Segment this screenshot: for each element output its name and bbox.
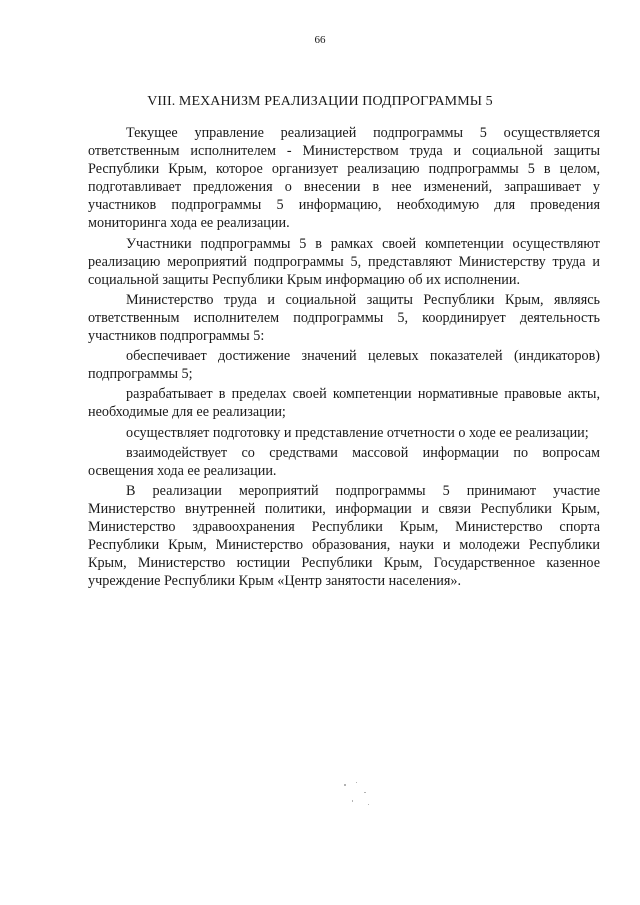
paragraph-current-management: Текущее управление реализацией подпрограммы 5 осуществляется ответственным исполнителем - Министерством труда и социальной защиты Республики Крым, которое организует реализацию подпрограммы 5 в целом, подготавливает предложения о внесении в нее изменений, запрашивает у участников подпрограммы 5 информацию, необходимую для проведения мониторинга хода ее реализации. [88, 125, 600, 232]
paragraph-media: взаимодействует со средствами массовой информации по вопросам освещения хода ее реализации. [88, 444, 600, 479]
body-text [88, 124, 600, 590]
paragraph-implementation-participants: В реализации мероприятий подпрограммы 5 принимают участие Министерство внутренней политики, информации и связи Республики Крым, Министерство здравоохранения Республики Крым, Министерство спорта Республики Крым, Министерство образования, науки и молодежи Республики Крым, Министерство юстиции Республики Крым, Государственное казенное учреждение Республики Крым «Центр занятости населения». [88, 482, 600, 590]
paragraph-ensures-targets: обеспечивает достижение значений целевых показателей (индикаторов) подпрограммы 5; [88, 348, 600, 383]
paragraph-ministry-coordinates: Министерство труда и социальной защиты Республики Крым, являясь ответственным исполнителем подпрограммы 5, координирует деятельность участников подпрограммы 5: [88, 291, 600, 345]
paragraph-participants: Участники подпрограммы 5 в рамках своей компетенции осуществляют реализацию мероприятий подпрограммы 5, представляют Министерству труда и социальной защиты Республики Крым информацию об их исполнении. [88, 235, 600, 288]
section-heading: VIII. МЕХАНИЗМ РЕАЛИЗАЦИИ ПОДПРОГРАММЫ 5 [147, 94, 493, 109]
scan-specks [338, 780, 378, 810]
paragraph-reporting: осуществляет подготовку и представление отчетности о ходе ее реализации; [126, 424, 589, 441]
page-number: 66 [314, 34, 326, 46]
paragraph-develops-acts: разрабатывает в пределах своей компетенции нормативные правовые акты, необходимые для ее реализации; [88, 386, 600, 421]
